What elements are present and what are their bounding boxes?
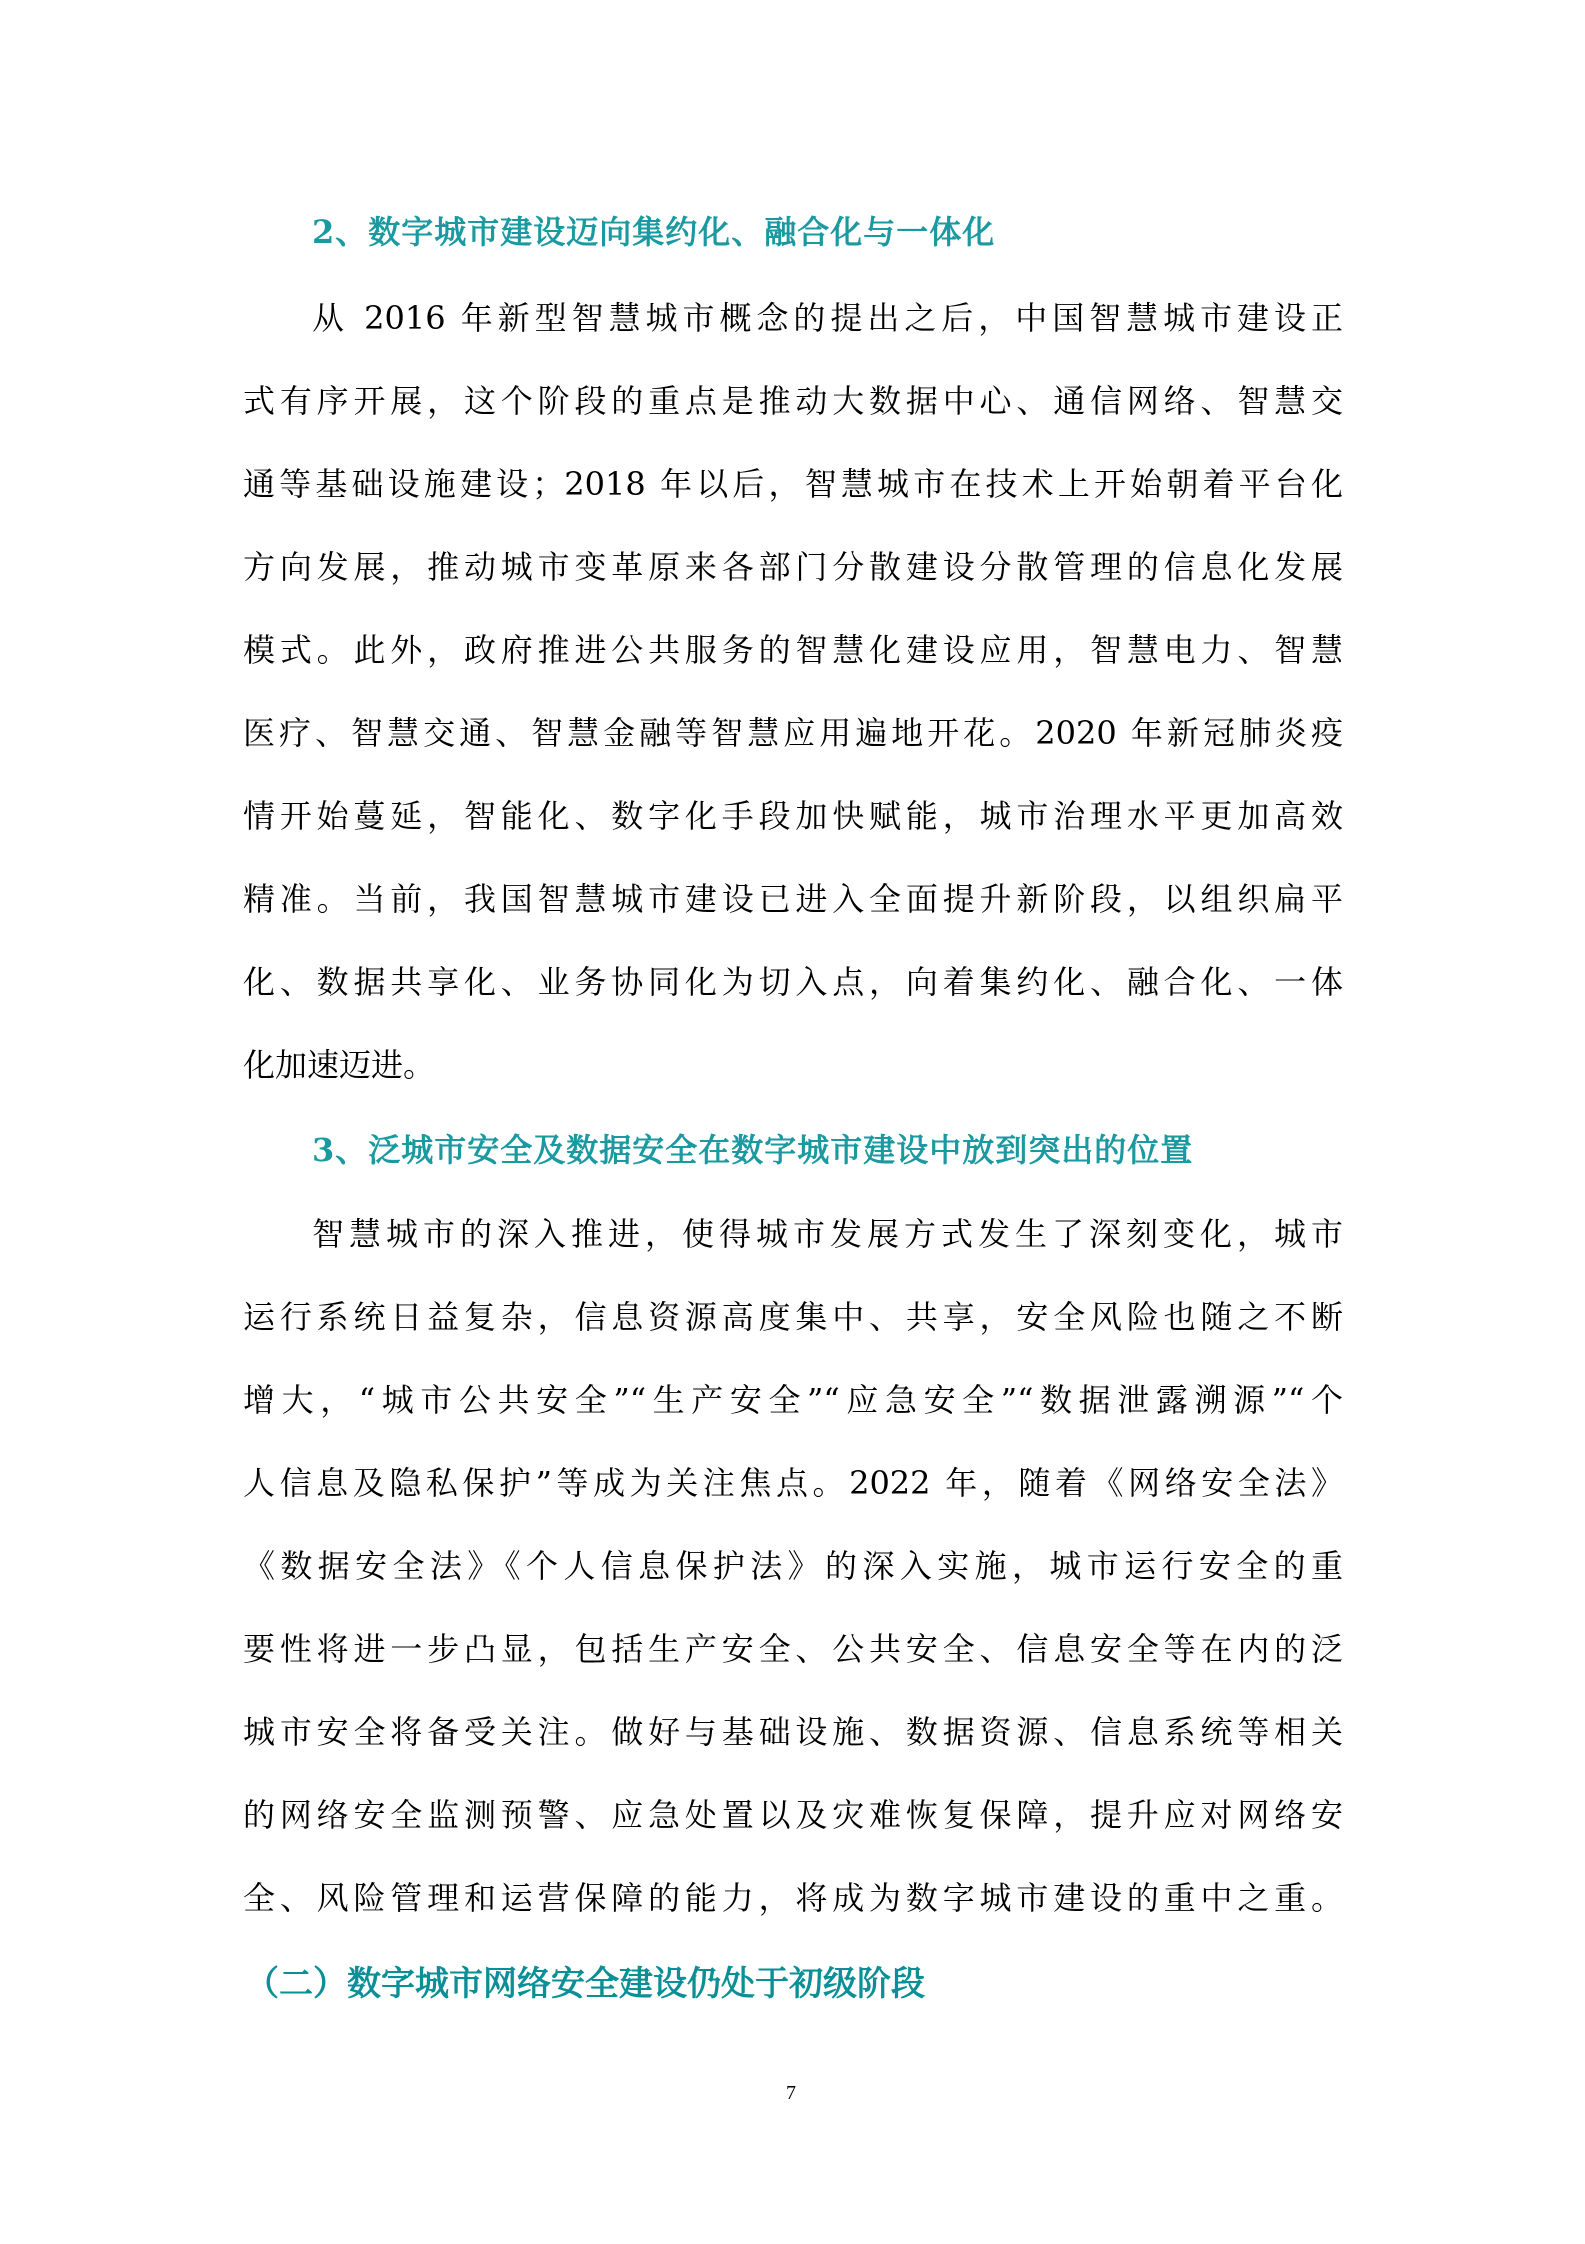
paragraph-line: 城市安全将备受关注。做好与基础设施、数据资源、信息系统等相关 (243, 1713, 1343, 1751)
paragraph-line: 情开始蔓延，智能化、数字化手段加快赋能，城市治理水平更加高效 (243, 797, 1343, 835)
paragraph-line: 方向发展，推动城市变革原来各部门分散建设分散管理的信息化发展 (243, 548, 1343, 586)
paragraph-line: 人信息及隐私保护”等成为关注焦点。2022 年，随着《网络安全法》 (243, 1464, 1343, 1502)
paragraph-line: 模式。此外，政府推进公共服务的智慧化建设应用，智慧电力、智慧 (243, 631, 1343, 669)
paragraph-line: 智慧城市的深入推进，使得城市发展方式发生了深刻变化，城市 (312, 1215, 1343, 1253)
paragraph-2 (243, 1214, 1343, 1961)
paragraph-line: 全、风险管理和运营保障的能力，将成为数字城市建设的重中之重。 (243, 1879, 1343, 1917)
subheading-2: 2、数字城市建设迈向集约化、融合化与一体化 (312, 213, 996, 251)
section-heading: （二）数字城市网络安全建设仍处于初级阶段 (245, 1964, 925, 2004)
paragraph-line: 运行系统日益复杂，信息资源高度集中、共享，安全风险也随之不断 (243, 1298, 1343, 1336)
paragraph-line: 化、数据共享化、业务协同化为切入点，向着集约化、融合化、一体 (243, 963, 1343, 1001)
paragraph-line: 《数据安全法》《个人信息保护法》的深入实施，城市运行安全的重 (243, 1547, 1343, 1585)
paragraph-line: 式有序开展，这个阶段的重点是推动大数据中心、通信网络、智慧交 (243, 382, 1343, 420)
paragraph-line: 精准。当前，我国智慧城市建设已进入全面提升新阶段，以组织扁平 (243, 880, 1343, 918)
paragraph-1 (243, 298, 1343, 1128)
paragraph-line: 的网络安全监测预警、应急处置以及灾难恢复保障，提升应对网络安 (243, 1796, 1343, 1834)
subheading-3: 3、泛城市安全及数据安全在数字城市建设中放到突出的位置 (312, 1131, 1194, 1169)
paragraph-line: 通等基础设施建设；2018 年以后，智慧城市在技术上开始朝着平台化 (243, 465, 1343, 503)
paragraph-line: 化加速迈进。 (243, 1046, 436, 1084)
paragraph-line: 要性将进一步凸显，包括生产安全、公共安全、信息安全等在内的泛 (243, 1630, 1343, 1668)
paragraph-line: 增大，“城市公共安全”“生产安全”“应急安全”“数据泄露溯源”“个 (243, 1381, 1343, 1419)
paragraph-line: 医疗、智慧交通、智慧金融等智慧应用遍地开花。2020 年新冠肺炎疫 (243, 714, 1343, 752)
page-number: 7 (786, 2082, 796, 2104)
paragraph-line: 从 2016 年新型智慧城市概念的提出之后，中国智慧城市建设正 (312, 299, 1343, 337)
